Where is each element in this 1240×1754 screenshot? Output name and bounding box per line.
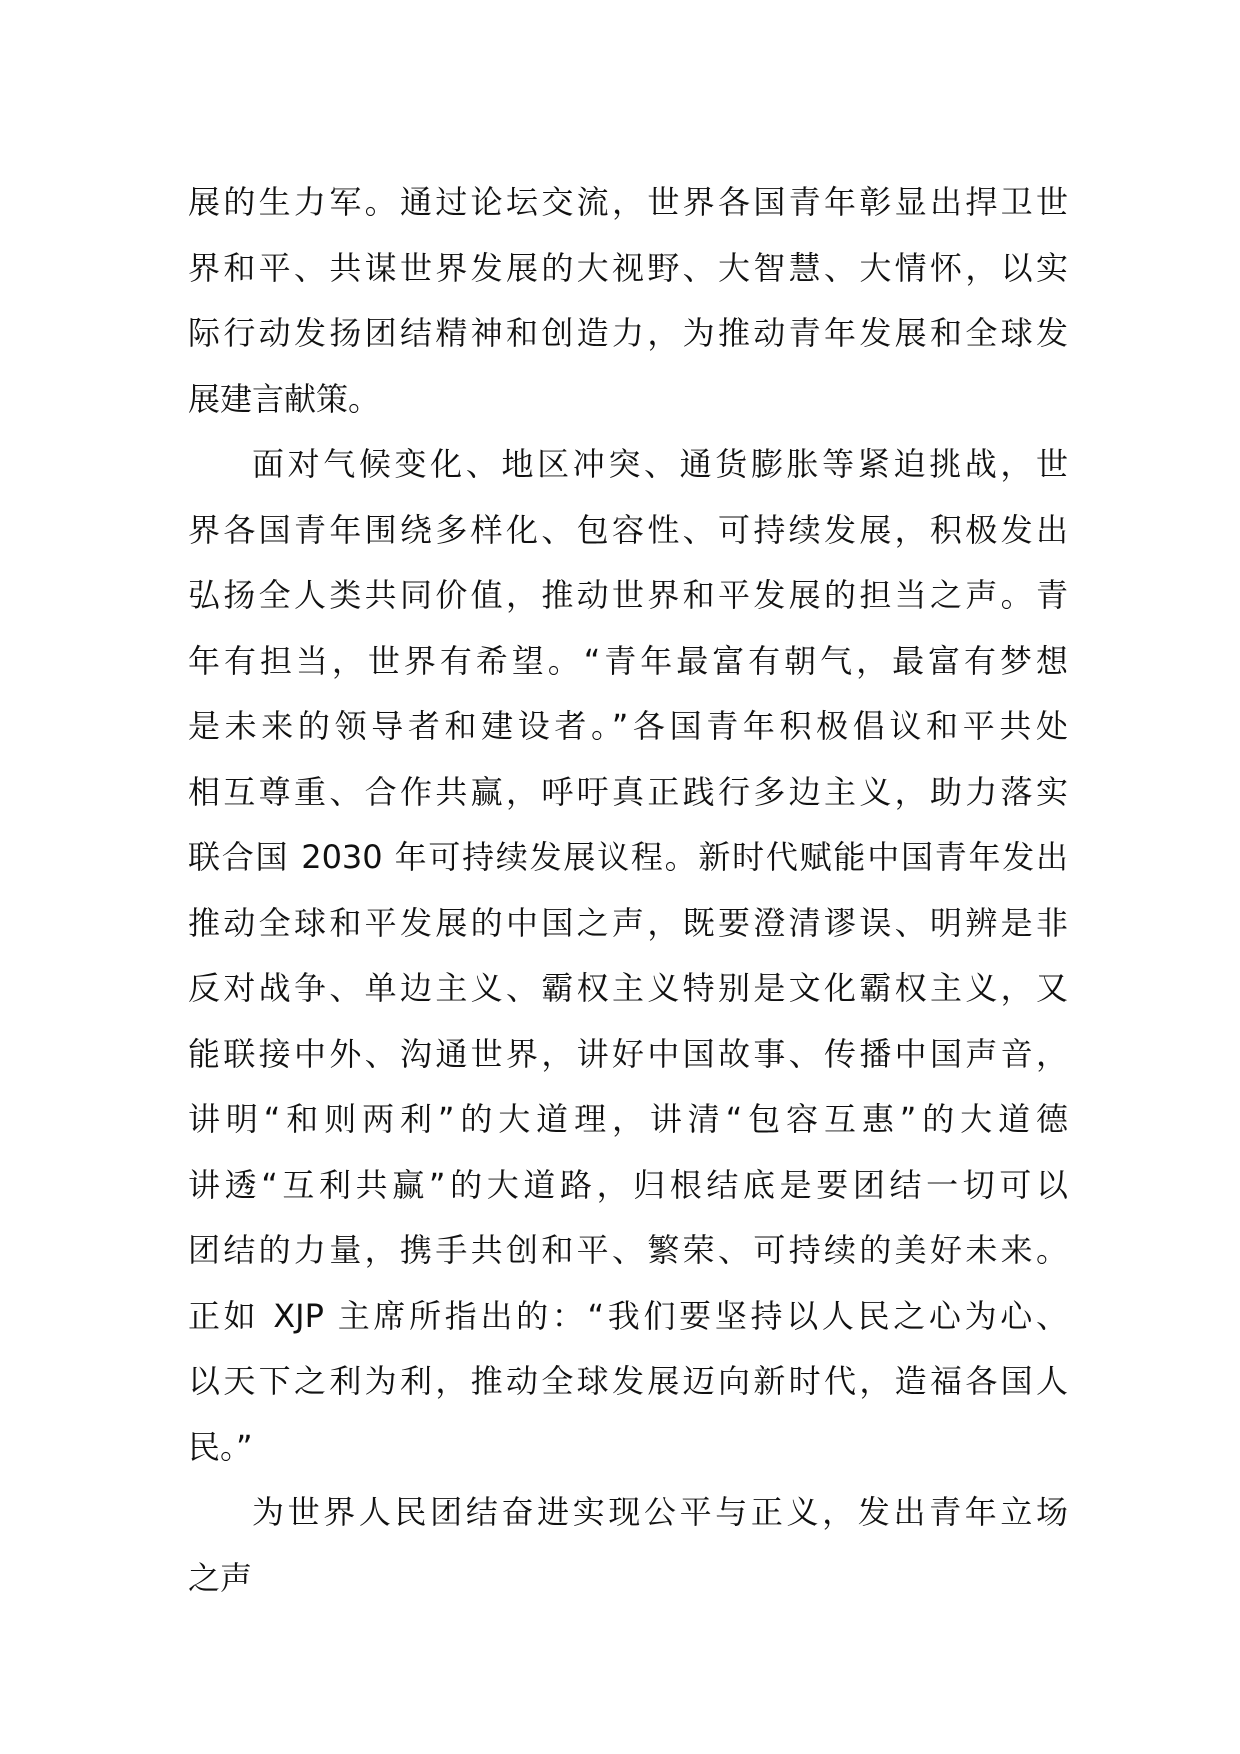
- text-line: 际行动发扬团结精神和创造力，为推动青年发展和全球发: [188, 314, 1068, 352]
- text-line: 民。”: [188, 1427, 253, 1466]
- text-line: 展建言献策。: [188, 379, 381, 418]
- paragraph-3: [188, 1480, 1068, 1611]
- text-line: 团结的力量，携手共创和平、繁荣、可持续的美好未来。: [188, 1231, 1068, 1269]
- paragraph-1: [188, 170, 1068, 432]
- text-line: 界各国青年围绕多样化、包容性、可持续发展，积极发出: [188, 510, 1068, 549]
- text-line: 面对气候变化、地区冲突、通货膨胀等紧迫挑战，世: [252, 445, 1068, 483]
- text-line: 反对战争、单边主义、霸权主义特别是文化霸权主义，又: [188, 969, 1068, 1007]
- text-line: 是未来的领导者和建设者。”各国青年积极倡议和平共处: [188, 707, 1068, 745]
- text-line: 能联接中外、沟通世界，讲好中国故事、传播中国声音，: [188, 1034, 1068, 1073]
- document-body: [188, 170, 1068, 1611]
- text-line: 以天下之利为利，推动全球发展迈向新时代，造福各国人: [188, 1362, 1068, 1400]
- paragraph-2: [188, 432, 1068, 1480]
- text-line: 讲明“和则两利”的大道理，讲清“包容互惠”的大道德: [188, 1100, 1068, 1138]
- text-line: 展的生力军。通过论坛交流，世界各国青年彰显出捍卫世: [188, 183, 1068, 221]
- text-line: 讲透“互利共赢”的大道路，归根结底是要团结一切可以: [188, 1165, 1068, 1204]
- text-line: 为世界人民团结奋进实现公平与正义，发出青年立场: [252, 1493, 1068, 1531]
- text-line: 之声: [188, 1558, 253, 1597]
- text-line: 年有担当，世界有希望。“青年最富有朝气，最富有梦想: [188, 641, 1068, 680]
- text-line: 正如 XJP 主席所指出的：“我们要坚持以人民之心为心、: [188, 1296, 1068, 1335]
- text-line: 推动全球和平发展的中国之声，既要澄清谬误、明辨是非: [188, 903, 1068, 942]
- text-line: 联合国 2030 年可持续发展议程。新时代赋能中国青年发出: [188, 838, 1068, 876]
- text-line: 相互尊重、合作共赢，呼吁真正践行多边主义，助力落实: [188, 772, 1068, 811]
- text-line: 界和平、共谋世界发展的大视野、大智慧、大情怀，以实: [188, 248, 1068, 287]
- text-line: 弘扬全人类共同价值，推动世界和平发展的担当之声。青: [188, 576, 1068, 614]
